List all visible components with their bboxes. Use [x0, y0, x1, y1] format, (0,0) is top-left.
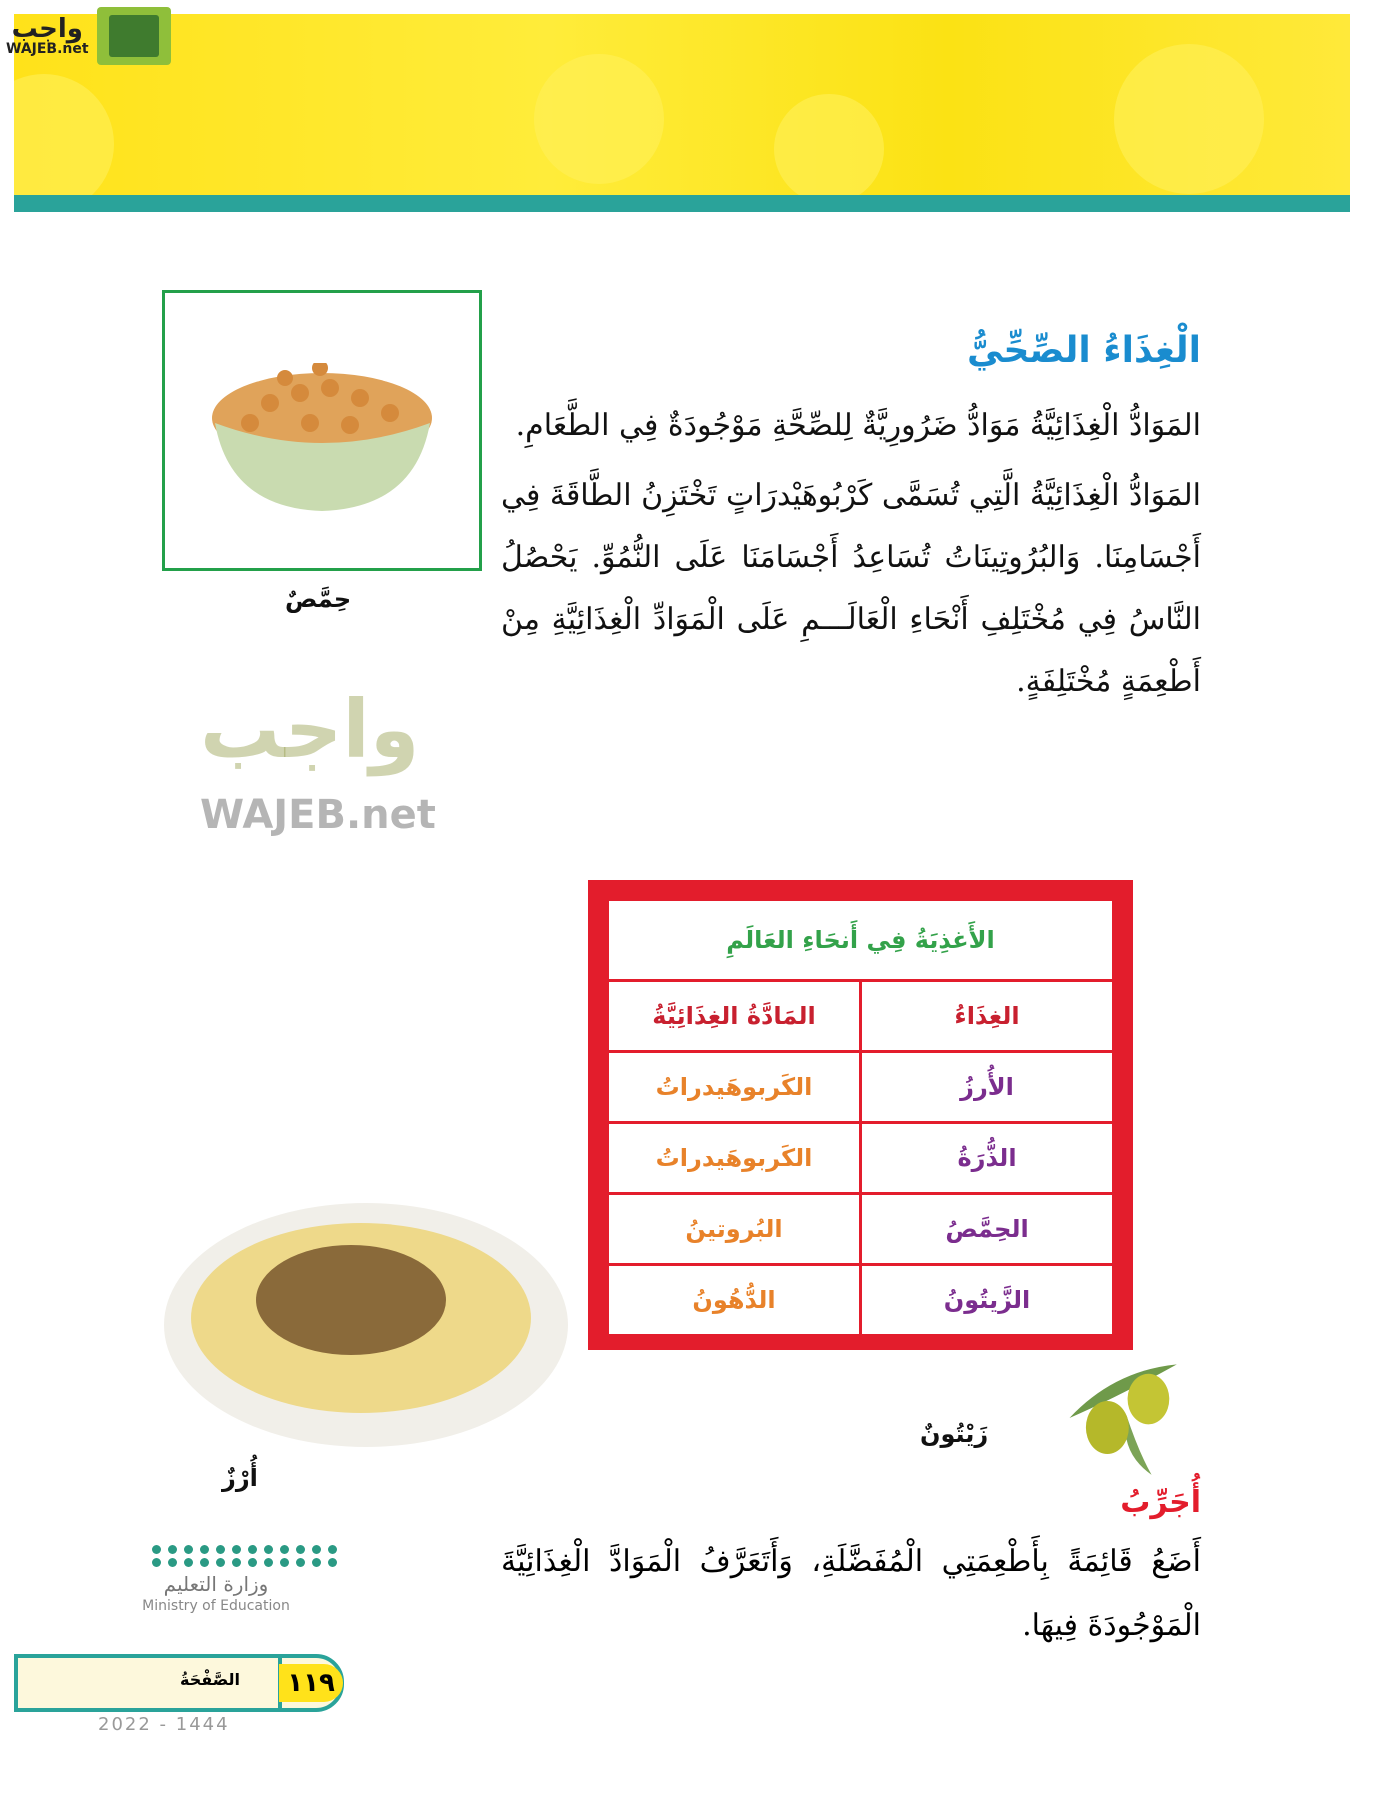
table-title: الأَغذِيَةُ فِي أَنحَاءِ العَالَمِ — [608, 900, 1114, 981]
ministry-dots-icon — [156, 1545, 336, 1567]
rice-caption: أُرْزٌ — [222, 1464, 258, 1492]
page-number: ١١٩ — [279, 1664, 343, 1702]
book-icon — [97, 7, 171, 65]
paragraph: المَوَادُّ الْغِذَائِيَّةُ مَوَادُّ ضَرُورِيَّةٌ لِلصِّحَّةِ مَوْجُودَةٌ فِي الطَّعَامِ. — [515, 408, 1201, 443]
chickpeas-caption: حِمَّصٌ — [285, 585, 352, 613]
paragraph: المَوَادُّ الْغِذَائِيَّةُ الَّتِي تُسَمَّى كَرْبُوهَيْدرَاتٍ تَخْتَزِنُ الطَّاقَةَ فِي أَجْسَامِنَا. وَالبُرُوتِينَاتُ تُسَاعِدُ أَجْسَامَنَا عَلَى النُّمُوِّ. يَحْصُلُ النَّاسُ فِي مُخْتَلِفِ أَنْحَاءِ الْعَالَـــمِ عَلَى الْمَوَادِّ الْغِذَائِيَّةِ مِنْ أَطْعِمَةٍ مُخْتَلِفَةٍ. — [501, 478, 1201, 699]
ministry-year: 2022 - 1444 — [98, 1714, 230, 1735]
olives-caption: زَيْتُونٌ — [920, 1420, 989, 1448]
food-cell: الذُّرَةُ — [861, 1123, 1114, 1194]
logo-text-en: WAJEB.net — [6, 41, 89, 57]
olives-image — [1040, 1358, 1200, 1478]
ministry-logo — [96, 1545, 336, 1615]
foods-table-frame — [588, 880, 1133, 1350]
logo-text-ar: واجب — [11, 14, 83, 44]
watermark-ar: واجب — [200, 683, 420, 776]
foods-table — [606, 898, 1115, 1337]
food-cell: الأُرزُ — [861, 1052, 1114, 1123]
header-stripe — [14, 195, 1350, 212]
activity-label: أُجَرِّبُ — [1120, 1485, 1201, 1520]
table-row — [608, 1194, 1114, 1265]
food-cell: الزَّيتُونُ — [861, 1265, 1114, 1336]
activity-text: أَضَعُ قَائِمَةً بِأَطْعِمَتِي الْمُفَضَّلَةِ، وَأَتَعَرَّفُ الْمَوَادَّ الْغِذَائِيَّةَ الْمَوْجُودَةَ فِيهَا. — [501, 1544, 1201, 1643]
table-row — [608, 1265, 1114, 1336]
table-row — [608, 1123, 1114, 1194]
rice-image — [161, 1200, 571, 1455]
chickpea-bowl-icon — [210, 363, 435, 513]
nutrient-cell: الكَربوهَيدراتُ — [608, 1052, 861, 1123]
nutrient-cell: الدُّهُونُ — [608, 1265, 861, 1336]
header-banner — [11, 14, 1350, 195]
nutrient-cell: البُروتينُ — [608, 1194, 861, 1265]
lesson-title: الْغِذَاءُ الصِّحِّيُّ — [967, 330, 1201, 371]
table-row — [608, 1052, 1114, 1123]
chickpeas-image — [162, 290, 482, 571]
ministry-name-en: Ministry of Education — [142, 1598, 290, 1614]
page-number-box — [14, 1654, 344, 1712]
wajeb-logo[interactable] — [6, 4, 171, 68]
ministry-name-ar: وزارة التعليم — [163, 1572, 269, 1596]
lesson-text — [501, 395, 1201, 713]
nutrient-cell: الكَربوهَيدراتُ — [608, 1123, 861, 1194]
column-header-food: الغِذَاءُ — [861, 981, 1114, 1052]
page-label: الصَّفْحَةُ — [179, 1670, 240, 1689]
watermark-en: WAJEB.net — [200, 792, 436, 838]
food-cell: الحِمَّصُ — [861, 1194, 1114, 1265]
column-header-nutrient: المَادَّةُ الغِذَائِيَّةُ — [608, 981, 861, 1052]
